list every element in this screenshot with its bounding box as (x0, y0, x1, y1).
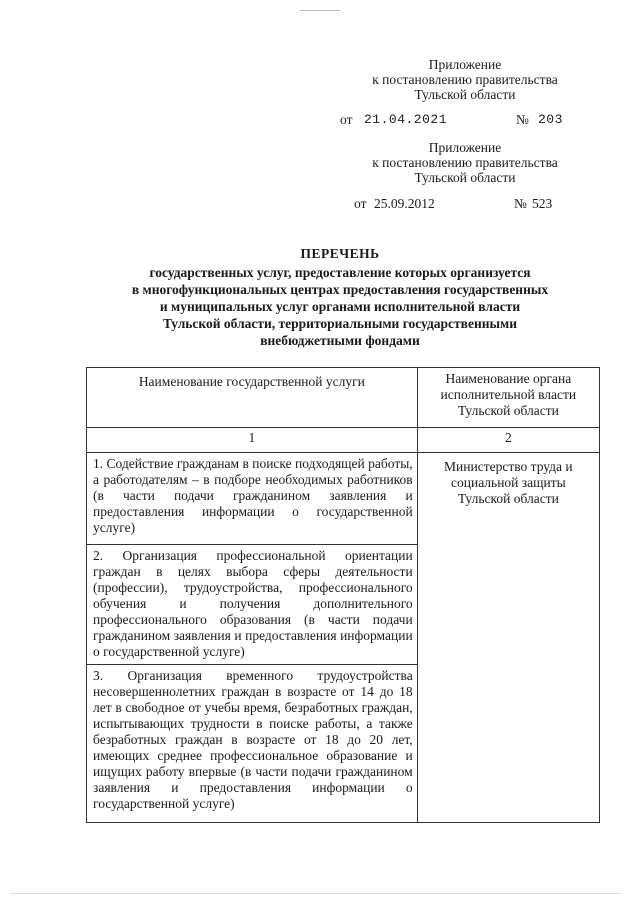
number-prefix: № (516, 112, 529, 127)
date-prefix: от (354, 196, 367, 211)
annex-region-line: Тульской области (414, 87, 516, 102)
annex-resolution-line: к постановлению правительства (372, 72, 558, 87)
title-heading: ПЕРЕЧЕНЬ (300, 246, 380, 261)
authority-cell: Министерство труда и социальной защиты Тульской области (417, 453, 599, 823)
column-number-2: 2 (417, 428, 599, 453)
resolution-number: 523 (532, 196, 553, 211)
annex-region-line: Тульской области (414, 170, 516, 185)
service-cell-1: 1. Содействие гражданам в поиске подходящей работы, а работодателям – в подборе необходимых работников (в части подачи гражданином заявления и предоставления информации о государственной услуге) (87, 453, 418, 545)
resolution-date: 21.04.2021 (364, 112, 448, 127)
column-number-1: 1 (87, 428, 418, 453)
date-prefix: от (340, 112, 353, 127)
column-number-row (87, 428, 600, 453)
scan-artifact-top (300, 10, 340, 11)
header-service-name: Наименование государственной услуги (87, 368, 418, 428)
scan-artifact-bottom (10, 893, 620, 894)
service-cell-3: 3. Организация временного трудоустройства несовершеннолетних граждан в возрасте от 14 до 18 лет в свободное от учебы время, безработных граждан, испытывающих трудности в поиске работы, а также безработных граждан в возрасте от 18 до 20 лет, имеющих среднее профессиональное образование и ищущих работу впервые (в части подачи гражданином заявления и предоставления информации о государственной услуге) (87, 665, 418, 823)
table-header-row (87, 368, 600, 428)
service-cell-2: 2. Организация профессиональной ориентации граждан в целях выбора сферы деятельности (профессии), трудоустройства, профессионального обучения и получения дополнительного профессионального образования (в части подачи гражданином заявления и предоставления информации о государственной услуге) (87, 545, 418, 665)
annex-header-current (340, 57, 590, 102)
resolution-date: 25.09.2012 (374, 196, 435, 211)
annex-label: Приложение (428, 140, 502, 155)
annex-resolution-line: к постановлению правительства (372, 155, 558, 170)
annex-label: Приложение (428, 57, 502, 72)
annex-header-original (340, 140, 590, 185)
title-subtitle: государственных услуг, предоставление которых организуется в многофункциональных центрах предоставления государственных и муниципальных услуг органами исполнительной власти Тульской области, территориальными государственными внебюджетными фондами (131, 265, 549, 348)
number-prefix: № (514, 196, 527, 211)
document-title (95, 245, 585, 349)
table-row (87, 453, 600, 545)
resolution-number: 203 (538, 112, 563, 127)
header-authority-name: Наименование органа исполнительной власти Тульской области (417, 368, 599, 428)
services-table (86, 367, 600, 823)
